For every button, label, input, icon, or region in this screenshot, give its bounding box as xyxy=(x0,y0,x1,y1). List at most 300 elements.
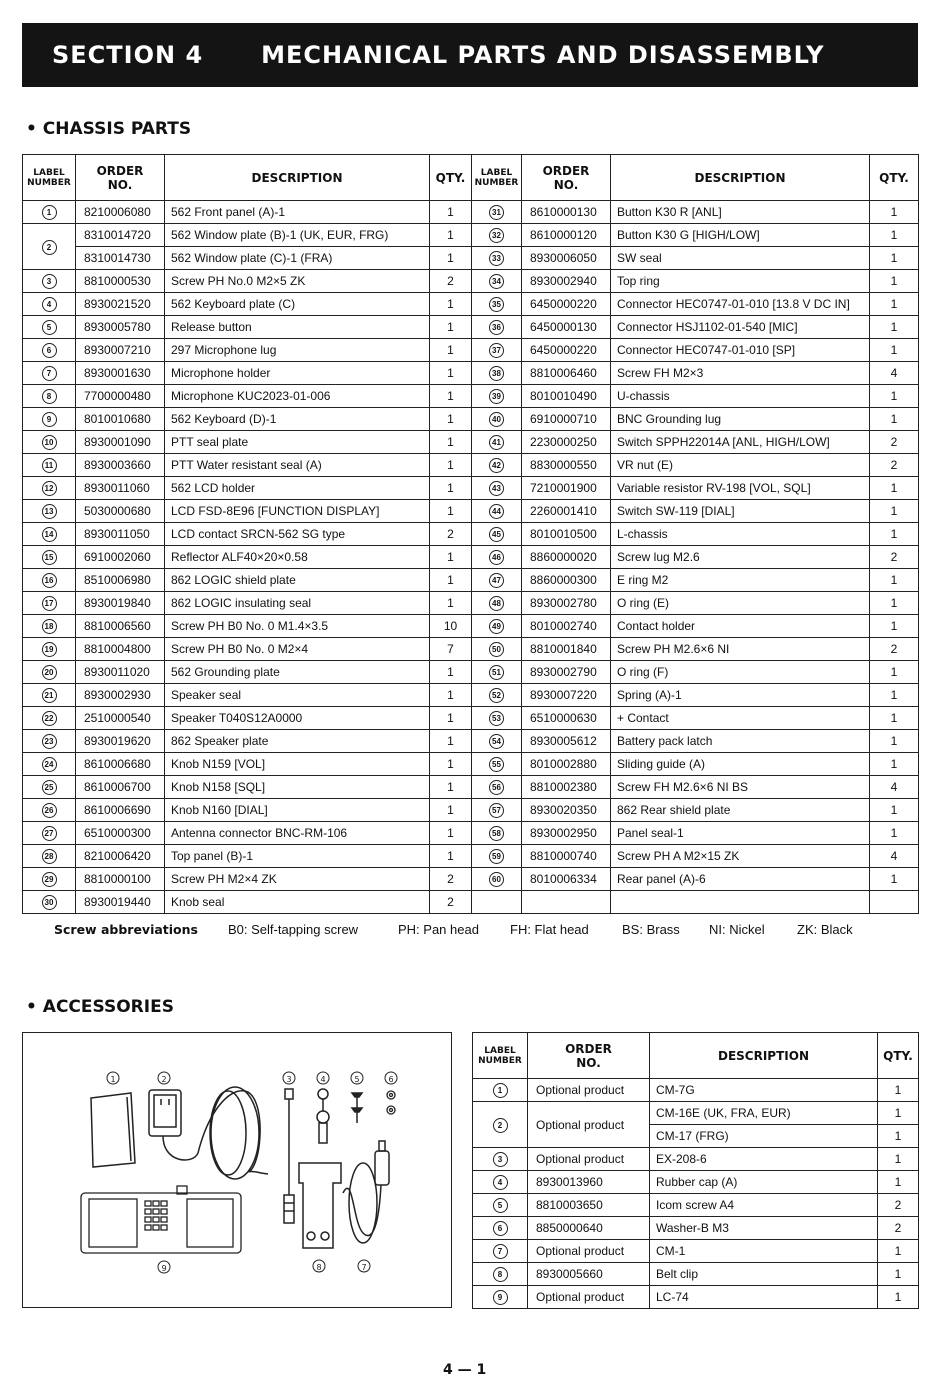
figure-label xyxy=(107,1072,119,1084)
description-cell: PTT seal plate xyxy=(165,431,430,454)
page-number: 4 — 1 xyxy=(443,1362,487,1378)
qty-cell: 1 xyxy=(430,684,472,707)
label-number-cell xyxy=(23,523,76,546)
label-number-badge: 9 xyxy=(493,1290,508,1305)
table-row xyxy=(23,546,919,569)
svg-text:3: 3 xyxy=(286,1075,292,1084)
table-row xyxy=(473,1079,919,1102)
order-no-cell: 8810000530 xyxy=(76,270,165,293)
label-number-badge: 40 xyxy=(489,412,504,427)
accessory-item-8-drawing xyxy=(299,1163,341,1248)
label-number-badge: 20 xyxy=(42,665,57,680)
description-cell: CM-7G xyxy=(650,1079,878,1102)
svg-text:8: 8 xyxy=(316,1263,322,1272)
label-number-badge: 48 xyxy=(489,596,504,611)
table-row xyxy=(23,615,919,638)
description-cell: 862 Speaker plate xyxy=(165,730,430,753)
description-cell: Rubber cap (A) xyxy=(650,1171,878,1194)
description-cell: Top ring xyxy=(611,270,870,293)
description-cell: Microphone KUC2023-01-006 xyxy=(165,385,430,408)
qty-cell: 1 xyxy=(430,707,472,730)
order-no-cell: 7210001900 xyxy=(522,477,611,500)
order-no-cell: 8610006700 xyxy=(76,776,165,799)
label-number-cell xyxy=(23,385,76,408)
order-no-cell: 6450000220 xyxy=(522,293,611,316)
description-cell: SW seal xyxy=(611,247,870,270)
accessory-item-9-drawing xyxy=(81,1186,241,1253)
qty-cell: 1 xyxy=(870,247,919,270)
accessories-illustration xyxy=(22,1032,452,1308)
description-cell: Connector HEC0747-01-010 [13.8 V DC IN] xyxy=(611,293,870,316)
description-cell: O ring (F) xyxy=(611,661,870,684)
order-no-cell: 8930002950 xyxy=(522,822,611,845)
label-number-cell xyxy=(23,822,76,845)
label-number-badge: 57 xyxy=(489,803,504,818)
order-no-cell: Optional product xyxy=(528,1102,650,1148)
table-row xyxy=(23,293,919,316)
section-banner xyxy=(22,23,918,87)
order-no-cell: 8860000020 xyxy=(522,546,611,569)
table-row xyxy=(473,1217,919,1240)
table-row xyxy=(23,454,919,477)
label-number-cell xyxy=(23,224,76,270)
table-row xyxy=(473,1171,919,1194)
label-number-cell xyxy=(472,201,522,224)
description-cell: 297 Microphone lug xyxy=(165,339,430,362)
description-cell: 562 LCD holder xyxy=(165,477,430,500)
label-number-badge: 8 xyxy=(493,1267,508,1282)
qty-cell: 1 xyxy=(430,845,472,868)
description-cell: Sliding guide (A) xyxy=(611,753,870,776)
description-cell: Screw PH B0 No. 0 M1.4×3.5 xyxy=(165,615,430,638)
qty-header: QTY. xyxy=(878,1033,919,1079)
description-cell: Screw PH M2.6×6 NI xyxy=(611,638,870,661)
abbreviation-item: NI: Nickel xyxy=(709,922,765,937)
qty-cell: 2 xyxy=(870,546,919,569)
accessory-item-7-drawing xyxy=(343,1141,389,1243)
description-cell: Knob N160 [DIAL] xyxy=(165,799,430,822)
label-number-cell xyxy=(23,201,76,224)
label-number-cell xyxy=(472,362,522,385)
label-number-cell xyxy=(23,270,76,293)
qty-cell: 1 xyxy=(870,293,919,316)
label-number-badge: 47 xyxy=(489,573,504,588)
qty-cell: 1 xyxy=(878,1171,919,1194)
label-number-cell xyxy=(473,1171,528,1194)
order-no-cell: Optional product xyxy=(528,1148,650,1171)
label-number-badge: 2 xyxy=(42,240,57,255)
label-number-badge: 55 xyxy=(489,757,504,772)
qty-cell: 1 xyxy=(430,776,472,799)
description-cell: CM-1 xyxy=(650,1240,878,1263)
empty-cell xyxy=(870,891,919,914)
qty-cell: 7 xyxy=(430,638,472,661)
description-cell: 562 Keyboard (D)-1 xyxy=(165,408,430,431)
svg-text:7: 7 xyxy=(361,1263,367,1272)
label-number-badge: 32 xyxy=(489,228,504,243)
label-number-badge: 5 xyxy=(493,1198,508,1213)
label-number-cell xyxy=(472,500,522,523)
label-number-badge: 13 xyxy=(42,504,57,519)
label-number-badge: 27 xyxy=(42,826,57,841)
order-no-cell: 8610006680 xyxy=(76,753,165,776)
order-no-cell: 6450000130 xyxy=(522,316,611,339)
label-number-badge: 44 xyxy=(489,504,504,519)
label-number-badge: 17 xyxy=(42,596,57,611)
order-no-cell: 8930019440 xyxy=(76,891,165,914)
description-cell: E ring M2 xyxy=(611,569,870,592)
svg-text:6: 6 xyxy=(388,1075,394,1084)
label-number-cell xyxy=(23,776,76,799)
description-cell: VR nut (E) xyxy=(611,454,870,477)
order-no-cell: 8930019620 xyxy=(76,730,165,753)
qty-cell: 1 xyxy=(430,730,472,753)
qty-cell: 1 xyxy=(430,454,472,477)
table-row xyxy=(23,431,919,454)
description-cell: CM-16E (UK, FRA, EUR) xyxy=(650,1102,878,1125)
order-no-cell: 8930006050 xyxy=(522,247,611,270)
label-number-cell xyxy=(472,638,522,661)
accessories-table xyxy=(472,1032,919,1309)
qty-cell: 1 xyxy=(878,1148,919,1171)
table-row xyxy=(473,1148,919,1171)
qty-cell: 1 xyxy=(870,868,919,891)
label-number-header: LABEL NUMBER xyxy=(473,1033,528,1079)
label-number-cell xyxy=(23,891,76,914)
label-number-cell xyxy=(23,477,76,500)
label-number-cell xyxy=(23,868,76,891)
label-number-badge: 42 xyxy=(489,458,504,473)
qty-cell: 1 xyxy=(878,1286,919,1309)
label-number-badge: 4 xyxy=(42,297,57,312)
chassis-parts-table xyxy=(22,154,919,914)
abbreviation-item: FH: Flat head xyxy=(510,922,589,937)
qty-cell: 4 xyxy=(870,776,919,799)
description-cell: Knob N159 [VOL] xyxy=(165,753,430,776)
empty-cell xyxy=(472,891,522,914)
figure-label xyxy=(158,1261,170,1273)
description-cell: Speaker T040S12A0000 xyxy=(165,707,430,730)
label-number-cell xyxy=(472,776,522,799)
label-number-header: LABEL NUMBER xyxy=(472,155,522,201)
qty-cell: 1 xyxy=(870,224,919,247)
label-number-badge: 29 xyxy=(42,872,57,887)
table-row xyxy=(23,753,919,776)
label-number-cell xyxy=(23,408,76,431)
label-number-badge: 21 xyxy=(42,688,57,703)
abbreviation-item: ZK: Black xyxy=(797,922,853,937)
label-number-badge: 3 xyxy=(42,274,57,289)
description-cell: Screw FH M2.6×6 NI BS xyxy=(611,776,870,799)
order-no-cell: 5030000680 xyxy=(76,500,165,523)
table-row xyxy=(23,201,919,224)
label-number-badge: 2 xyxy=(493,1118,508,1133)
qty-cell: 1 xyxy=(870,385,919,408)
table-row xyxy=(23,730,919,753)
table-row xyxy=(473,1102,919,1125)
qty-cell: 1 xyxy=(430,477,472,500)
label-number-badge: 35 xyxy=(489,297,504,312)
label-number-cell xyxy=(472,845,522,868)
qty-cell: 1 xyxy=(430,385,472,408)
label-number-badge: 50 xyxy=(489,642,504,657)
qty-cell: 1 xyxy=(870,270,919,293)
description-cell: CM-17 (FRG) xyxy=(650,1125,878,1148)
table-row xyxy=(23,638,919,661)
order-no-cell: 8810004800 xyxy=(76,638,165,661)
table-row xyxy=(473,1263,919,1286)
order-no-cell: 7700000480 xyxy=(76,385,165,408)
qty-cell: 1 xyxy=(870,661,919,684)
label-number-cell xyxy=(472,523,522,546)
section-number: SECTION 4 xyxy=(52,41,204,69)
order-no-cell: 8610006690 xyxy=(76,799,165,822)
qty-cell: 1 xyxy=(430,546,472,569)
qty-cell: 1 xyxy=(430,500,472,523)
qty-cell: 2 xyxy=(430,523,472,546)
order-no-cell: 8930001630 xyxy=(76,362,165,385)
label-number-badge: 9 xyxy=(42,412,57,427)
order-no-cell: Optional product xyxy=(528,1286,650,1309)
qty-cell: 10 xyxy=(430,615,472,638)
label-number-cell xyxy=(23,615,76,638)
order-no-cell: 8930002940 xyxy=(522,270,611,293)
qty-cell: 4 xyxy=(870,845,919,868)
order-no-cell: 8010006334 xyxy=(522,868,611,891)
order-no-cell: 6510000630 xyxy=(522,707,611,730)
table-row xyxy=(23,868,919,891)
qty-cell: 2 xyxy=(430,891,472,914)
table-row xyxy=(23,316,919,339)
order-no-cell: 8930001090 xyxy=(76,431,165,454)
qty-cell: 1 xyxy=(430,224,472,247)
order-no-cell: 8210006080 xyxy=(76,201,165,224)
order-no-cell: 6910002060 xyxy=(76,546,165,569)
svg-text:5: 5 xyxy=(354,1075,360,1084)
qty-cell: 1 xyxy=(878,1125,919,1148)
label-number-cell xyxy=(473,1217,528,1240)
label-number-cell xyxy=(23,339,76,362)
order-no-cell: 6450000220 xyxy=(522,339,611,362)
qty-cell: 1 xyxy=(430,822,472,845)
table-row xyxy=(23,362,919,385)
order-no-cell: 8830000550 xyxy=(522,454,611,477)
label-number-cell xyxy=(473,1102,528,1148)
order-no-cell: 8010010490 xyxy=(522,385,611,408)
label-number-cell xyxy=(472,569,522,592)
description-header: DESCRIPTION xyxy=(650,1033,878,1079)
label-number-badge: 24 xyxy=(42,757,57,772)
label-number-cell xyxy=(23,293,76,316)
description-cell: Screw PH B0 No. 0 M2×4 xyxy=(165,638,430,661)
qty-cell: 1 xyxy=(870,730,919,753)
qty-header: QTY. xyxy=(870,155,919,201)
qty-cell: 1 xyxy=(430,293,472,316)
label-number-badge: 58 xyxy=(489,826,504,841)
qty-cell: 1 xyxy=(870,477,919,500)
description-cell: BNC Grounding lug xyxy=(611,408,870,431)
label-number-cell xyxy=(23,362,76,385)
qty-cell: 1 xyxy=(430,316,472,339)
label-number-cell xyxy=(472,546,522,569)
figure-label xyxy=(283,1072,295,1084)
description-cell: Speaker seal xyxy=(165,684,430,707)
label-number-badge: 15 xyxy=(42,550,57,565)
label-number-cell xyxy=(23,730,76,753)
description-cell: LCD contact SRCN-562 SG type xyxy=(165,523,430,546)
table-row xyxy=(23,845,919,868)
accessory-item-6-drawing xyxy=(387,1091,395,1114)
table-row xyxy=(23,776,919,799)
qty-cell: 2 xyxy=(870,431,919,454)
label-number-cell xyxy=(473,1240,528,1263)
label-number-cell xyxy=(472,247,522,270)
description-header: DESCRIPTION xyxy=(165,155,430,201)
label-number-badge: 51 xyxy=(489,665,504,680)
label-number-cell xyxy=(472,707,522,730)
label-number-badge: 6 xyxy=(42,343,57,358)
abbreviation-item: B0: Self-tapping screw xyxy=(228,922,359,937)
qty-cell: 1 xyxy=(430,592,472,615)
order-no-cell: 8930005780 xyxy=(76,316,165,339)
abbreviation-item: BS: Brass xyxy=(622,922,680,937)
table-row xyxy=(473,1286,919,1309)
qty-cell: 1 xyxy=(870,569,919,592)
order-no-cell: 8610000120 xyxy=(522,224,611,247)
label-number-badge: 53 xyxy=(489,711,504,726)
empty-cell xyxy=(611,891,870,914)
order-no-cell: 8510006980 xyxy=(76,569,165,592)
description-cell: EX-208-6 xyxy=(650,1148,878,1171)
order-no-cell: 8810000740 xyxy=(522,845,611,868)
qty-cell: 2 xyxy=(870,454,919,477)
label-number-badge: 56 xyxy=(489,780,504,795)
description-cell: Connector HEC0747-01-010 [SP] xyxy=(611,339,870,362)
order-no-cell: 8930002930 xyxy=(76,684,165,707)
qty-cell: 1 xyxy=(870,707,919,730)
label-number-cell xyxy=(23,592,76,615)
qty-cell: 4 xyxy=(870,362,919,385)
qty-cell: 1 xyxy=(870,822,919,845)
description-cell: 562 Window plate (B)-1 (UK, EUR, FRG) xyxy=(165,224,430,247)
label-number-cell xyxy=(473,1079,528,1102)
abbreviation-item: PH: Pan head xyxy=(398,922,479,937)
qty-cell: 1 xyxy=(870,684,919,707)
order-no-cell: 8930013960 xyxy=(528,1171,650,1194)
qty-cell: 1 xyxy=(878,1240,919,1263)
svg-text:9: 9 xyxy=(161,1264,167,1273)
qty-cell: 1 xyxy=(870,753,919,776)
order-no-cell: Optional product xyxy=(528,1240,650,1263)
label-number-badge: 34 xyxy=(489,274,504,289)
description-cell: 862 LOGIC insulating seal xyxy=(165,592,430,615)
qty-cell: 1 xyxy=(878,1263,919,1286)
order-no-cell: 8850000640 xyxy=(528,1217,650,1240)
label-number-badge: 8 xyxy=(42,389,57,404)
label-number-cell xyxy=(472,684,522,707)
qty-cell: 1 xyxy=(430,661,472,684)
order-no-cell: 8930011060 xyxy=(76,477,165,500)
label-number-badge: 3 xyxy=(493,1152,508,1167)
label-number-cell xyxy=(472,799,522,822)
qty-cell: 1 xyxy=(430,339,472,362)
label-number-cell xyxy=(23,684,76,707)
accessory-item-4-drawing xyxy=(317,1089,329,1143)
description-cell: Screw PH M2×4 ZK xyxy=(165,868,430,891)
order-no-cell: 2230000250 xyxy=(522,431,611,454)
qty-cell: 1 xyxy=(870,339,919,362)
table-row xyxy=(23,339,919,362)
description-cell: Reflector ALF40×20×0.58 xyxy=(165,546,430,569)
label-number-cell xyxy=(23,431,76,454)
label-number-badge: 26 xyxy=(42,803,57,818)
svg-text:4: 4 xyxy=(320,1075,326,1084)
qty-cell: 1 xyxy=(878,1102,919,1125)
label-number-badge: 54 xyxy=(489,734,504,749)
order-no-cell: 8210006420 xyxy=(76,845,165,868)
label-number-cell xyxy=(23,661,76,684)
order-no-cell: 8810000100 xyxy=(76,868,165,891)
label-number-cell xyxy=(472,753,522,776)
label-number-badge: 37 xyxy=(489,343,504,358)
qty-cell: 2 xyxy=(430,868,472,891)
order-no-cell: 8930005660 xyxy=(528,1263,650,1286)
label-number-cell xyxy=(23,707,76,730)
description-cell: 562 Grounding plate xyxy=(165,661,430,684)
qty-cell: 1 xyxy=(430,569,472,592)
label-number-badge: 33 xyxy=(489,251,504,266)
qty-cell: 1 xyxy=(870,408,919,431)
table-row xyxy=(23,408,919,431)
label-number-badge: 10 xyxy=(42,435,57,450)
table-row xyxy=(23,799,919,822)
description-cell: Screw FH M2×3 xyxy=(611,362,870,385)
label-number-cell xyxy=(472,224,522,247)
label-number-badge: 49 xyxy=(489,619,504,634)
label-number-cell xyxy=(472,431,522,454)
order-no-cell: 8310014720 xyxy=(76,224,165,247)
table-row xyxy=(473,1240,919,1263)
order-no-cell: Optional product xyxy=(528,1079,650,1102)
label-number-header: LABEL NUMBER xyxy=(23,155,76,201)
label-number-cell xyxy=(472,730,522,753)
label-number-cell xyxy=(23,546,76,569)
accessory-item-2-drawing xyxy=(149,1087,268,1179)
order-no-cell: 8810002380 xyxy=(522,776,611,799)
table-row xyxy=(23,385,919,408)
order-no-cell: 8930003660 xyxy=(76,454,165,477)
order-no-cell: 8010010680 xyxy=(76,408,165,431)
description-cell: LC-74 xyxy=(650,1286,878,1309)
table-row xyxy=(23,523,919,546)
label-number-badge: 25 xyxy=(42,780,57,795)
label-number-cell xyxy=(23,454,76,477)
description-cell: Release button xyxy=(165,316,430,339)
description-cell: Button K30 R [ANL] xyxy=(611,201,870,224)
description-header: DESCRIPTION xyxy=(611,155,870,201)
empty-cell xyxy=(522,891,611,914)
accessories-drawing xyxy=(23,1033,451,1307)
label-number-badge: 5 xyxy=(42,320,57,335)
description-cell: 862 LOGIC shield plate xyxy=(165,569,430,592)
label-number-cell xyxy=(473,1263,528,1286)
label-number-badge: 36 xyxy=(489,320,504,335)
label-number-badge: 43 xyxy=(489,481,504,496)
description-cell: Knob N158 [SQL] xyxy=(165,776,430,799)
order-no-cell: 8010002880 xyxy=(522,753,611,776)
description-cell: Microphone holder xyxy=(165,362,430,385)
label-number-badge: 23 xyxy=(42,734,57,749)
